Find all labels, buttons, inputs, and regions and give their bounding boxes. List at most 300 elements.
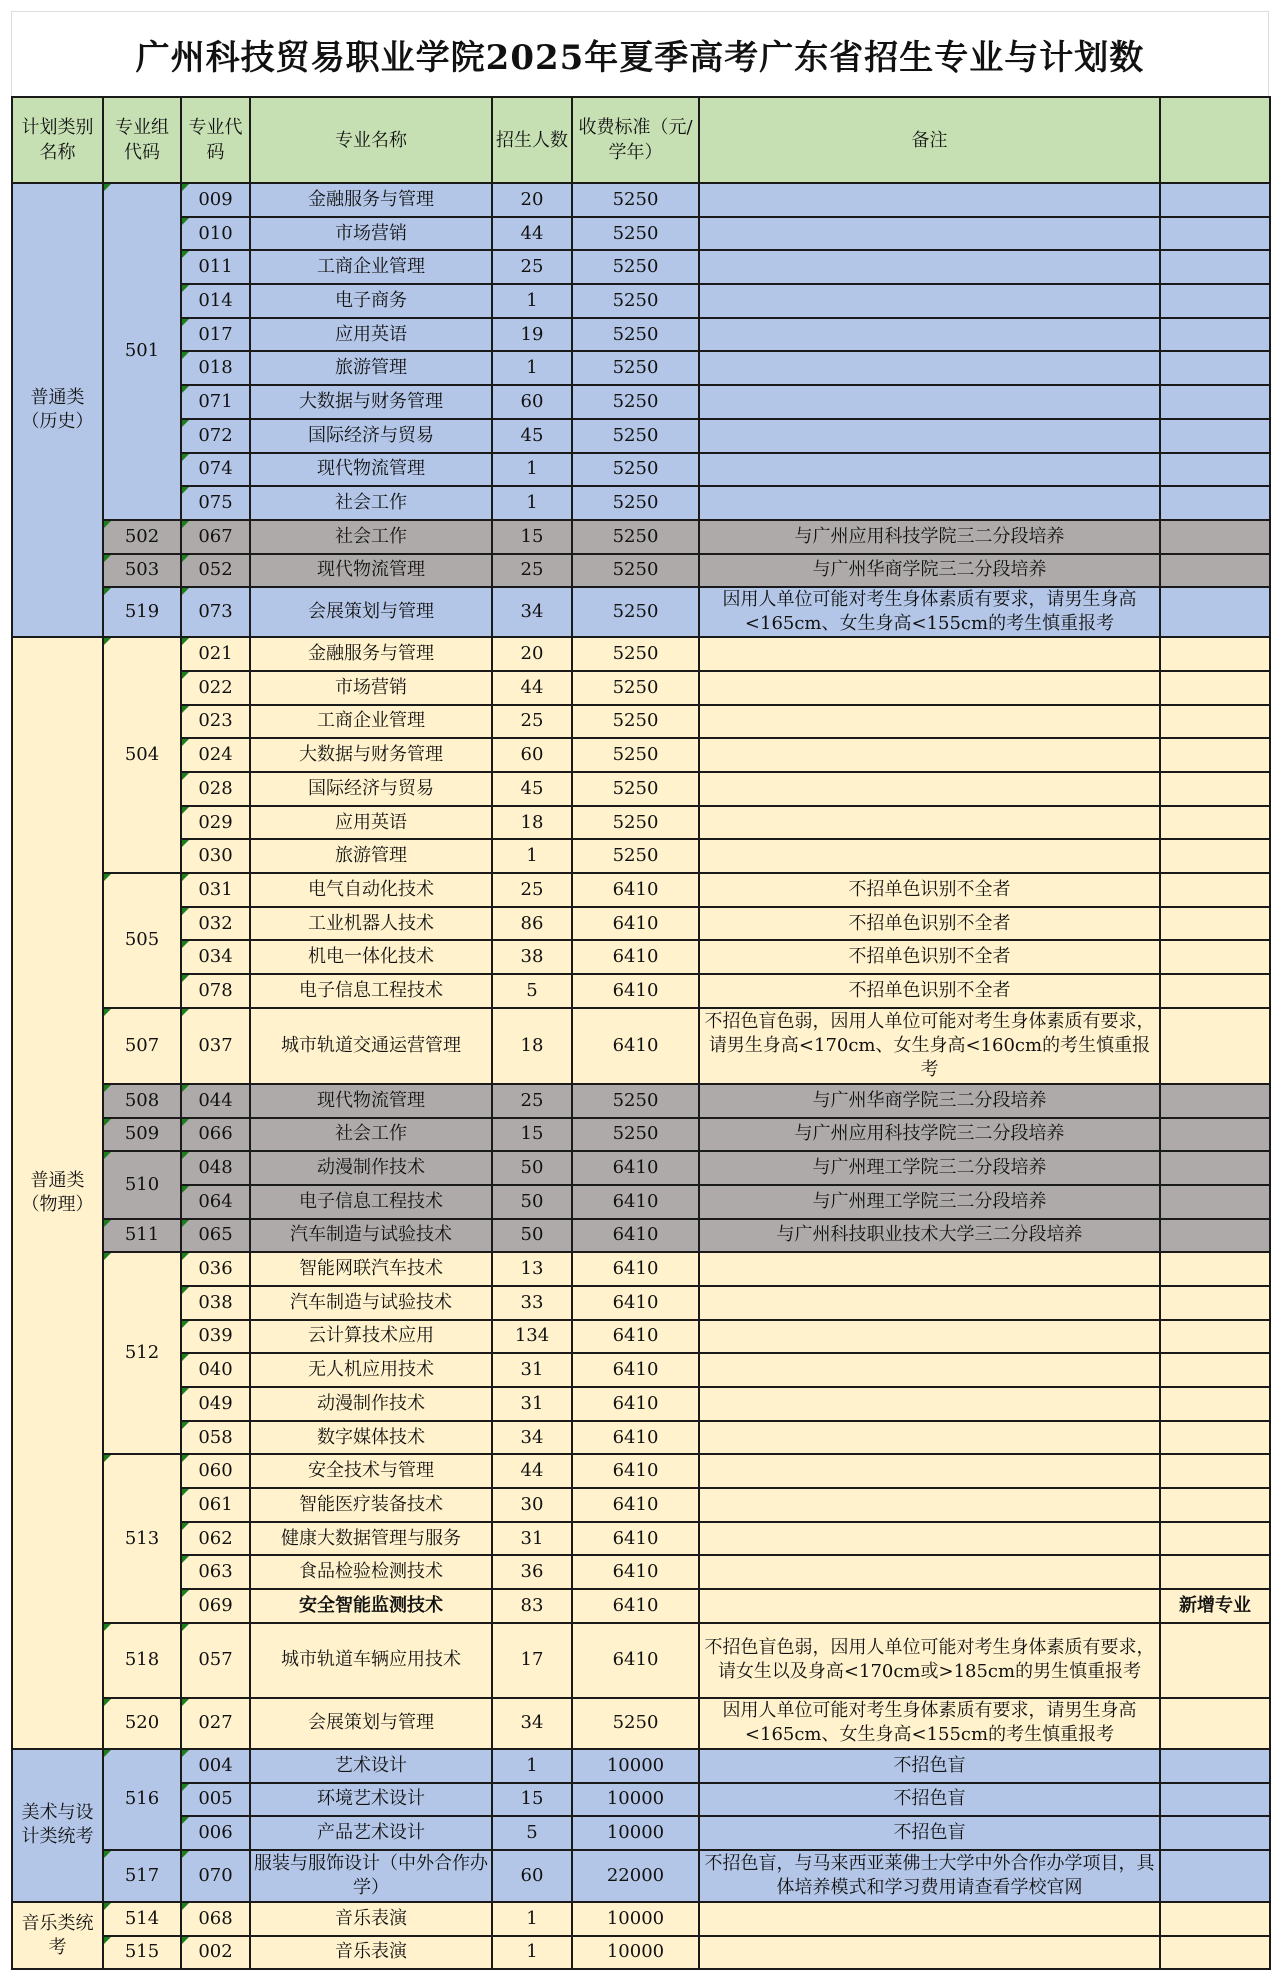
major-name-cell[interactable]: 应用英语 <box>250 806 492 840</box>
fee-cell[interactable]: 10000 <box>572 1816 699 1850</box>
extra-cell[interactable] <box>1160 839 1270 873</box>
quota-cell[interactable]: 30 <box>492 1488 572 1522</box>
major-code-cell[interactable]: 065 <box>181 1219 250 1253</box>
quota-cell[interactable]: 18 <box>492 1008 572 1084</box>
extra-cell[interactable] <box>1160 1749 1270 1783</box>
remark-cell[interactable]: 不招单色识别不全者 <box>699 974 1160 1008</box>
major-code-cell[interactable]: 030 <box>181 839 250 873</box>
fee-cell[interactable]: 5250 <box>572 705 699 739</box>
remark-cell[interactable] <box>699 453 1160 487</box>
quota-cell[interactable]: 60 <box>492 385 572 419</box>
fee-cell[interactable]: 5250 <box>572 217 699 251</box>
fee-cell[interactable]: 5250 <box>572 250 699 284</box>
extra-cell[interactable] <box>1160 1185 1270 1219</box>
remark-cell[interactable]: 不招色盲色弱，因用人单位可能对考生身体素质有要求，请男生身高<170cm、女生身高<160cm的考生慎重报考 <box>699 1008 1160 1084</box>
remark-cell[interactable]: 不招色盲 <box>699 1783 1160 1817</box>
major-code-cell[interactable]: 074 <box>181 453 250 487</box>
fee-cell[interactable]: 10000 <box>572 1749 699 1783</box>
major-name-cell[interactable]: 艺术设计 <box>250 1749 492 1783</box>
major-code-cell[interactable]: 036 <box>181 1252 250 1286</box>
header-quota[interactable]: 招生人数 <box>492 97 572 183</box>
major-code-cell[interactable]: 060 <box>181 1454 250 1488</box>
major-name-cell[interactable]: 现代物流管理 <box>250 1084 492 1118</box>
fee-cell[interactable]: 5250 <box>572 1698 699 1749</box>
extra-cell[interactable] <box>1160 1488 1270 1522</box>
fee-cell[interactable]: 6410 <box>572 1286 699 1320</box>
remark-cell[interactable] <box>699 419 1160 453</box>
extra-cell[interactable] <box>1160 453 1270 487</box>
major-name-cell[interactable]: 动漫制作技术 <box>250 1151 492 1185</box>
fee-cell[interactable]: 6410 <box>572 1589 699 1623</box>
extra-cell[interactable] <box>1160 1522 1270 1556</box>
major-name-cell[interactable]: 工业机器人技术 <box>250 907 492 941</box>
remark-cell[interactable] <box>699 1387 1160 1421</box>
remark-cell[interactable] <box>699 351 1160 385</box>
quota-cell[interactable]: 1 <box>492 1749 572 1783</box>
extra-cell[interactable] <box>1160 1936 1270 1970</box>
remark-cell[interactable]: 不招单色识别不全者 <box>699 907 1160 941</box>
remark-cell[interactable]: 与广州应用科技学院三二分段培养 <box>699 1118 1160 1152</box>
major-name-cell[interactable]: 城市轨道交通运营管理 <box>250 1008 492 1084</box>
quota-cell[interactable]: 1 <box>492 453 572 487</box>
quota-cell[interactable]: 1 <box>492 1936 572 1970</box>
major-code-cell[interactable]: 022 <box>181 671 250 705</box>
extra-cell[interactable] <box>1160 1816 1270 1850</box>
extra-cell[interactable] <box>1160 1320 1270 1354</box>
major-name-cell[interactable]: 大数据与财务管理 <box>250 738 492 772</box>
remark-cell[interactable] <box>699 318 1160 352</box>
remark-cell[interactable] <box>699 1902 1160 1936</box>
fee-cell[interactable]: 5250 <box>572 385 699 419</box>
group-code-cell[interactable]: 512 <box>103 1252 181 1454</box>
fee-cell[interactable]: 6410 <box>572 1488 699 1522</box>
major-code-cell[interactable]: 027 <box>181 1698 250 1749</box>
extra-cell[interactable] <box>1160 250 1270 284</box>
quota-cell[interactable]: 1 <box>492 284 572 318</box>
major-name-cell[interactable]: 市场营销 <box>250 671 492 705</box>
major-code-cell[interactable]: 052 <box>181 554 250 588</box>
quota-cell[interactable]: 134 <box>492 1320 572 1354</box>
major-code-cell[interactable]: 010 <box>181 217 250 251</box>
quota-cell[interactable]: 86 <box>492 907 572 941</box>
header-fee[interactable]: 收费标准（元/学年） <box>572 97 699 183</box>
group-code-cell[interactable]: 509 <box>103 1118 181 1152</box>
group-code-cell[interactable]: 508 <box>103 1084 181 1118</box>
quota-cell[interactable]: 50 <box>492 1219 572 1253</box>
major-code-cell[interactable]: 006 <box>181 1816 250 1850</box>
extra-cell[interactable] <box>1160 705 1270 739</box>
quota-cell[interactable]: 17 <box>492 1623 572 1698</box>
major-code-cell[interactable]: 024 <box>181 738 250 772</box>
major-name-cell[interactable]: 食品检验检测技术 <box>250 1555 492 1589</box>
quota-cell[interactable]: 25 <box>492 705 572 739</box>
major-code-cell[interactable]: 011 <box>181 250 250 284</box>
extra-cell[interactable] <box>1160 772 1270 806</box>
remark-cell[interactable]: 因用人单位可能对考生身体素质有要求，请男生身高<165cm、女生身高<155cm的考生慎重报考 <box>699 1698 1160 1749</box>
major-code-cell[interactable]: 040 <box>181 1353 250 1387</box>
remark-cell[interactable] <box>699 1252 1160 1286</box>
fee-cell[interactable]: 5250 <box>572 453 699 487</box>
fee-cell[interactable]: 10000 <box>572 1902 699 1936</box>
remark-cell[interactable]: 不招色盲色弱，因用人单位可能对考生身体素质有要求，请女生以及身高<170cm或>185cm的男生慎重报考 <box>699 1623 1160 1698</box>
fee-cell[interactable]: 6410 <box>572 1387 699 1421</box>
major-name-cell[interactable]: 服装与服饰设计（中外合作办学） <box>250 1850 492 1902</box>
category-cell[interactable]: 美术与设计类统考 <box>12 1749 103 1902</box>
major-code-cell[interactable]: 032 <box>181 907 250 941</box>
fee-cell[interactable]: 6410 <box>572 1421 699 1455</box>
fee-cell[interactable]: 5250 <box>572 738 699 772</box>
extra-cell[interactable] <box>1160 974 1270 1008</box>
major-code-cell[interactable]: 037 <box>181 1008 250 1084</box>
remark-cell[interactable] <box>699 1286 1160 1320</box>
extra-cell[interactable] <box>1160 940 1270 974</box>
major-name-cell[interactable]: 电子商务 <box>250 284 492 318</box>
header-group-code[interactable]: 专业组代码 <box>103 97 181 183</box>
major-name-cell[interactable]: 社会工作 <box>250 1118 492 1152</box>
fee-cell[interactable]: 5250 <box>572 183 699 217</box>
major-name-cell[interactable]: 音乐表演 <box>250 1902 492 1936</box>
extra-cell[interactable] <box>1160 637 1270 671</box>
header-extra[interactable] <box>1160 97 1270 183</box>
major-code-cell[interactable]: 063 <box>181 1555 250 1589</box>
quota-cell[interactable]: 20 <box>492 183 572 217</box>
extra-cell[interactable] <box>1160 671 1270 705</box>
major-name-cell[interactable]: 电气自动化技术 <box>250 873 492 907</box>
quota-cell[interactable]: 25 <box>492 873 572 907</box>
extra-cell[interactable] <box>1160 318 1270 352</box>
quota-cell[interactable]: 25 <box>492 250 572 284</box>
major-name-cell[interactable]: 金融服务与管理 <box>250 183 492 217</box>
fee-cell[interactable]: 5250 <box>572 587 699 637</box>
fee-cell[interactable]: 10000 <box>572 1783 699 1817</box>
quota-cell[interactable]: 34 <box>492 1421 572 1455</box>
extra-cell[interactable] <box>1160 1219 1270 1253</box>
quota-cell[interactable]: 5 <box>492 1816 572 1850</box>
quota-cell[interactable]: 60 <box>492 1850 572 1902</box>
remark-cell[interactable] <box>699 1454 1160 1488</box>
major-code-cell[interactable]: 014 <box>181 284 250 318</box>
major-code-cell[interactable]: 064 <box>181 1185 250 1219</box>
fee-cell[interactable]: 5250 <box>572 637 699 671</box>
remark-cell[interactable] <box>699 1353 1160 1387</box>
major-code-cell[interactable]: 023 <box>181 705 250 739</box>
extra-cell[interactable] <box>1160 907 1270 941</box>
fee-cell[interactable]: 5250 <box>572 284 699 318</box>
quota-cell[interactable]: 45 <box>492 419 572 453</box>
fee-cell[interactable]: 6410 <box>572 940 699 974</box>
quota-cell[interactable]: 15 <box>492 1783 572 1817</box>
group-code-cell[interactable]: 517 <box>103 1850 181 1902</box>
quota-cell[interactable]: 18 <box>492 806 572 840</box>
major-name-cell[interactable]: 动漫制作技术 <box>250 1387 492 1421</box>
major-name-cell[interactable]: 电子信息工程技术 <box>250 974 492 1008</box>
remark-cell[interactable] <box>699 671 1160 705</box>
remark-cell[interactable]: 与广州理工学院三二分段培养 <box>699 1151 1160 1185</box>
major-name-cell[interactable]: 国际经济与贸易 <box>250 772 492 806</box>
fee-cell[interactable]: 5250 <box>572 1084 699 1118</box>
remark-cell[interactable]: 因用人单位可能对考生身体素质有要求，请男生身高<165cm、女生身高<155cm的考生慎重报考 <box>699 587 1160 637</box>
major-name-cell[interactable]: 机电一体化技术 <box>250 940 492 974</box>
quota-cell[interactable]: 1 <box>492 486 572 520</box>
major-name-cell[interactable]: 云计算技术应用 <box>250 1320 492 1354</box>
fee-cell[interactable]: 6410 <box>572 873 699 907</box>
major-name-cell[interactable]: 现代物流管理 <box>250 554 492 588</box>
remark-cell[interactable] <box>699 1421 1160 1455</box>
group-code-cell[interactable]: 520 <box>103 1698 181 1749</box>
major-name-cell[interactable]: 产品艺术设计 <box>250 1816 492 1850</box>
quota-cell[interactable]: 50 <box>492 1151 572 1185</box>
fee-cell[interactable]: 5250 <box>572 419 699 453</box>
fee-cell[interactable]: 5250 <box>572 1118 699 1152</box>
major-name-cell[interactable]: 旅游管理 <box>250 839 492 873</box>
major-code-cell[interactable]: 017 <box>181 318 250 352</box>
major-code-cell[interactable]: 072 <box>181 419 250 453</box>
extra-cell[interactable] <box>1160 419 1270 453</box>
extra-cell[interactable] <box>1160 1555 1270 1589</box>
remark-cell[interactable] <box>699 1488 1160 1522</box>
category-cell[interactable]: 音乐类统考 <box>12 1902 103 1969</box>
major-code-cell[interactable]: 073 <box>181 587 250 637</box>
category-cell[interactable]: 普通类（历史） <box>12 183 103 637</box>
remark-cell[interactable]: 与广州应用科技学院三二分段培养 <box>699 520 1160 554</box>
extra-cell[interactable] <box>1160 1698 1270 1749</box>
extra-cell[interactable] <box>1160 284 1270 318</box>
major-name-cell[interactable]: 应用英语 <box>250 318 492 352</box>
fee-cell[interactable]: 6410 <box>572 974 699 1008</box>
extra-cell[interactable] <box>1160 1353 1270 1387</box>
extra-cell[interactable] <box>1160 1454 1270 1488</box>
major-code-cell[interactable]: 058 <box>181 1421 250 1455</box>
quota-cell[interactable]: 25 <box>492 1084 572 1118</box>
remark-cell[interactable] <box>699 839 1160 873</box>
quota-cell[interactable]: 15 <box>492 1118 572 1152</box>
extra-cell[interactable] <box>1160 738 1270 772</box>
quota-cell[interactable]: 33 <box>492 1286 572 1320</box>
quota-cell[interactable]: 44 <box>492 1454 572 1488</box>
major-name-cell[interactable]: 音乐表演 <box>250 1936 492 1970</box>
major-code-cell[interactable]: 002 <box>181 1936 250 1970</box>
fee-cell[interactable]: 5250 <box>572 486 699 520</box>
quota-cell[interactable]: 50 <box>492 1185 572 1219</box>
major-code-cell[interactable]: 039 <box>181 1320 250 1354</box>
fee-cell[interactable]: 6410 <box>572 1454 699 1488</box>
extra-cell[interactable] <box>1160 873 1270 907</box>
remark-cell[interactable] <box>699 1589 1160 1623</box>
major-name-cell[interactable]: 智能医疗装备技术 <box>250 1488 492 1522</box>
major-name-cell[interactable]: 汽车制造与试验技术 <box>250 1219 492 1253</box>
group-code-cell[interactable]: 519 <box>103 587 181 637</box>
major-name-cell[interactable]: 健康大数据管理与服务 <box>250 1522 492 1556</box>
remark-cell[interactable] <box>699 1555 1160 1589</box>
group-code-cell[interactable]: 502 <box>103 520 181 554</box>
remark-cell[interactable] <box>699 738 1160 772</box>
fee-cell[interactable]: 5250 <box>572 772 699 806</box>
fee-cell[interactable]: 5250 <box>572 839 699 873</box>
extra-cell[interactable] <box>1160 520 1270 554</box>
major-code-cell[interactable]: 034 <box>181 940 250 974</box>
fee-cell[interactable]: 5250 <box>572 520 699 554</box>
quota-cell[interactable]: 83 <box>492 1589 572 1623</box>
major-code-cell[interactable]: 009 <box>181 183 250 217</box>
major-name-cell[interactable]: 旅游管理 <box>250 351 492 385</box>
quota-cell[interactable]: 34 <box>492 587 572 637</box>
quota-cell[interactable]: 1 <box>492 351 572 385</box>
extra-cell[interactable] <box>1160 1084 1270 1118</box>
remark-cell[interactable]: 与广州华商学院三二分段培养 <box>699 1084 1160 1118</box>
header-major-name[interactable]: 专业名称 <box>250 97 492 183</box>
remark-cell[interactable] <box>699 1936 1160 1970</box>
major-name-cell[interactable]: 金融服务与管理 <box>250 637 492 671</box>
remark-cell[interactable]: 不招色盲，与马来西亚莱佛士大学中外合作办学项目，具体培养模式和学习费用请查看学校官网 <box>699 1850 1160 1902</box>
major-code-cell[interactable]: 048 <box>181 1151 250 1185</box>
extra-cell[interactable] <box>1160 1623 1270 1698</box>
fee-cell[interactable]: 5250 <box>572 351 699 385</box>
major-code-cell[interactable]: 078 <box>181 974 250 1008</box>
fee-cell[interactable]: 5250 <box>572 806 699 840</box>
quota-cell[interactable]: 45 <box>492 772 572 806</box>
quota-cell[interactable]: 19 <box>492 318 572 352</box>
quota-cell[interactable]: 5 <box>492 974 572 1008</box>
fee-cell[interactable]: 6410 <box>572 1623 699 1698</box>
quota-cell[interactable]: 15 <box>492 520 572 554</box>
quota-cell[interactable]: 13 <box>492 1252 572 1286</box>
quota-cell[interactable]: 34 <box>492 1698 572 1749</box>
remark-cell[interactable]: 不招单色识别不全者 <box>699 873 1160 907</box>
major-code-cell[interactable]: 067 <box>181 520 250 554</box>
extra-cell[interactable]: 新增专业 <box>1160 1589 1270 1623</box>
fee-cell[interactable]: 6410 <box>572 1008 699 1084</box>
fee-cell[interactable]: 6410 <box>572 1151 699 1185</box>
extra-cell[interactable] <box>1160 385 1270 419</box>
extra-cell[interactable] <box>1160 1118 1270 1152</box>
major-code-cell[interactable]: 038 <box>181 1286 250 1320</box>
major-name-cell[interactable]: 市场营销 <box>250 217 492 251</box>
extra-cell[interactable] <box>1160 806 1270 840</box>
remark-cell[interactable]: 不招单色识别不全者 <box>699 940 1160 974</box>
remark-cell[interactable]: 与广州理工学院三二分段培养 <box>699 1185 1160 1219</box>
remark-cell[interactable] <box>699 705 1160 739</box>
major-name-cell[interactable]: 现代物流管理 <box>250 453 492 487</box>
major-name-cell[interactable]: 智能网联汽车技术 <box>250 1252 492 1286</box>
group-code-cell[interactable]: 516 <box>103 1749 181 1850</box>
group-code-cell[interactable]: 511 <box>103 1219 181 1253</box>
quota-cell[interactable]: 38 <box>492 940 572 974</box>
remark-cell[interactable] <box>699 284 1160 318</box>
remark-cell[interactable]: 与广州华商学院三二分段培养 <box>699 554 1160 588</box>
fee-cell[interactable]: 5250 <box>572 318 699 352</box>
extra-cell[interactable] <box>1160 1008 1270 1084</box>
major-name-cell[interactable]: 安全智能监测技术 <box>250 1589 492 1623</box>
major-code-cell[interactable]: 031 <box>181 873 250 907</box>
major-code-cell[interactable]: 069 <box>181 1589 250 1623</box>
extra-cell[interactable] <box>1160 1286 1270 1320</box>
extra-cell[interactable] <box>1160 486 1270 520</box>
fee-cell[interactable]: 6410 <box>572 1320 699 1354</box>
major-name-cell[interactable]: 社会工作 <box>250 486 492 520</box>
remark-cell[interactable] <box>699 250 1160 284</box>
group-code-cell[interactable]: 510 <box>103 1151 181 1218</box>
group-code-cell[interactable]: 515 <box>103 1936 181 1970</box>
fee-cell[interactable]: 6410 <box>572 1219 699 1253</box>
fee-cell[interactable]: 22000 <box>572 1850 699 1902</box>
header-remark[interactable]: 备注 <box>699 97 1160 183</box>
remark-cell[interactable]: 不招色盲 <box>699 1749 1160 1783</box>
fee-cell[interactable]: 5250 <box>572 671 699 705</box>
remark-cell[interactable] <box>699 183 1160 217</box>
major-code-cell[interactable]: 066 <box>181 1118 250 1152</box>
remark-cell[interactable] <box>699 1320 1160 1354</box>
major-code-cell[interactable]: 029 <box>181 806 250 840</box>
group-code-cell[interactable]: 501 <box>103 183 181 520</box>
extra-cell[interactable] <box>1160 351 1270 385</box>
remark-cell[interactable] <box>699 486 1160 520</box>
group-code-cell[interactable]: 513 <box>103 1454 181 1622</box>
quota-cell[interactable]: 1 <box>492 1902 572 1936</box>
major-name-cell[interactable]: 安全技术与管理 <box>250 1454 492 1488</box>
quota-cell[interactable]: 31 <box>492 1353 572 1387</box>
fee-cell[interactable]: 5250 <box>572 554 699 588</box>
quota-cell[interactable]: 20 <box>492 637 572 671</box>
major-name-cell[interactable]: 社会工作 <box>250 520 492 554</box>
remark-cell[interactable]: 不招色盲 <box>699 1816 1160 1850</box>
quota-cell[interactable]: 44 <box>492 217 572 251</box>
group-code-cell[interactable]: 507 <box>103 1008 181 1084</box>
major-name-cell[interactable]: 电子信息工程技术 <box>250 1185 492 1219</box>
major-name-cell[interactable]: 工商企业管理 <box>250 250 492 284</box>
header-major-code[interactable]: 专业代码 <box>181 97 250 183</box>
remark-cell[interactable] <box>699 1522 1160 1556</box>
major-name-cell[interactable]: 无人机应用技术 <box>250 1353 492 1387</box>
group-code-cell[interactable]: 518 <box>103 1623 181 1698</box>
group-code-cell[interactable]: 503 <box>103 554 181 588</box>
extra-cell[interactable] <box>1160 1421 1270 1455</box>
major-code-cell[interactable]: 061 <box>181 1488 250 1522</box>
extra-cell[interactable] <box>1160 1783 1270 1817</box>
major-code-cell[interactable]: 049 <box>181 1387 250 1421</box>
fee-cell[interactable]: 6410 <box>572 1555 699 1589</box>
extra-cell[interactable] <box>1160 217 1270 251</box>
group-code-cell[interactable]: 504 <box>103 637 181 873</box>
major-code-cell[interactable]: 062 <box>181 1522 250 1556</box>
major-code-cell[interactable]: 068 <box>181 1902 250 1936</box>
extra-cell[interactable] <box>1160 183 1270 217</box>
extra-cell[interactable] <box>1160 1387 1270 1421</box>
category-cell[interactable]: 普通类（物理） <box>12 637 103 1749</box>
extra-cell[interactable] <box>1160 1252 1270 1286</box>
remark-cell[interactable]: 与广州科技职业技术大学三二分段培养 <box>699 1219 1160 1253</box>
major-code-cell[interactable]: 004 <box>181 1749 250 1783</box>
quota-cell[interactable]: 1 <box>492 839 572 873</box>
fee-cell[interactable]: 6410 <box>572 1185 699 1219</box>
fee-cell[interactable]: 6410 <box>572 907 699 941</box>
major-name-cell[interactable]: 会展策划与管理 <box>250 1698 492 1749</box>
major-name-cell[interactable]: 城市轨道车辆应用技术 <box>250 1623 492 1698</box>
major-name-cell[interactable]: 环境艺术设计 <box>250 1783 492 1817</box>
fee-cell[interactable]: 10000 <box>572 1936 699 1970</box>
quota-cell[interactable]: 60 <box>492 738 572 772</box>
quota-cell[interactable]: 25 <box>492 554 572 588</box>
remark-cell[interactable] <box>699 772 1160 806</box>
extra-cell[interactable] <box>1160 587 1270 637</box>
header-category[interactable]: 计划类别名称 <box>12 97 103 183</box>
remark-cell[interactable] <box>699 637 1160 671</box>
major-code-cell[interactable]: 018 <box>181 351 250 385</box>
major-name-cell[interactable]: 会展策划与管理 <box>250 587 492 637</box>
major-name-cell[interactable]: 工商企业管理 <box>250 705 492 739</box>
major-name-cell[interactable]: 数字媒体技术 <box>250 1421 492 1455</box>
quota-cell[interactable]: 31 <box>492 1522 572 1556</box>
major-code-cell[interactable]: 075 <box>181 486 250 520</box>
